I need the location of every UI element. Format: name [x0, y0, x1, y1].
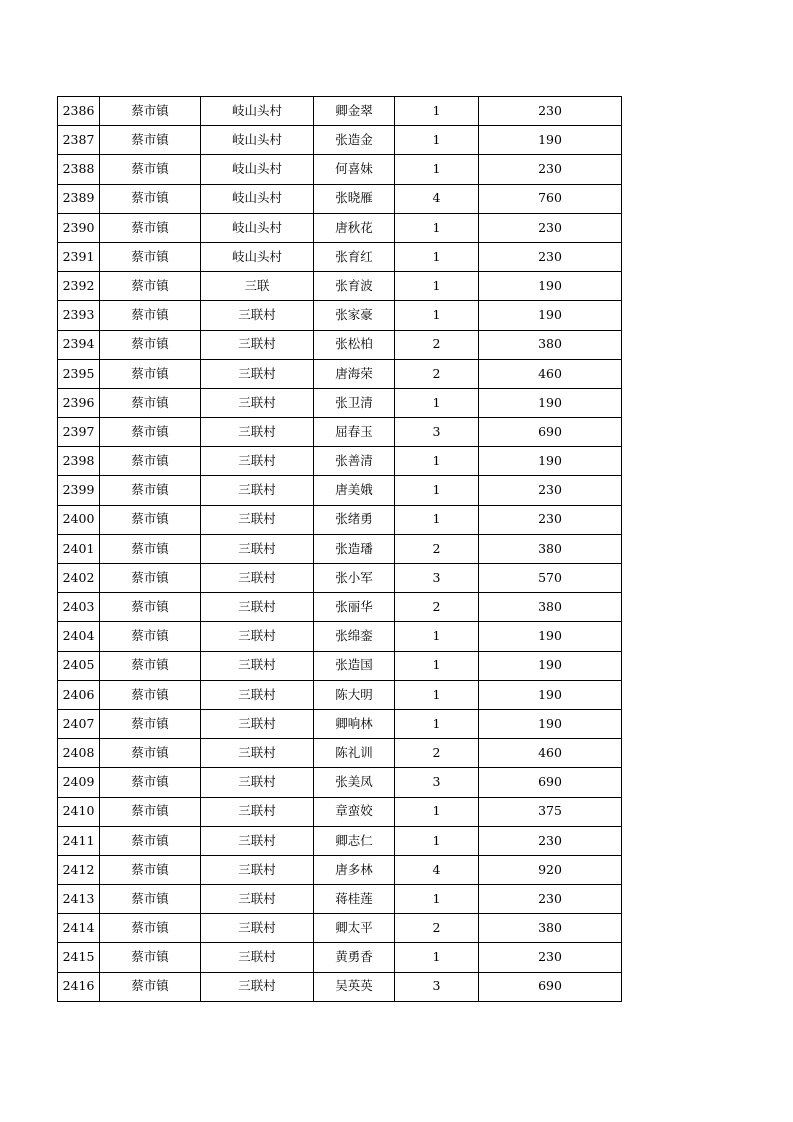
row-number-cell: 2401	[58, 534, 100, 563]
row-number-cell: 2395	[58, 359, 100, 388]
town-cell: 蔡市镇	[100, 534, 201, 563]
roster-body	[58, 97, 622, 1002]
row-number-cell: 2414	[58, 914, 100, 943]
amount-cell: 380	[479, 593, 622, 622]
name-cell: 张美凤	[314, 768, 395, 797]
household-count-cell: 3	[395, 564, 479, 593]
name-cell: 章蛮姣	[314, 797, 395, 826]
table-row	[58, 330, 622, 359]
village-cell: 岐山头村	[201, 242, 314, 271]
name-cell: 卿志仁	[314, 826, 395, 855]
village-cell: 三联村	[201, 680, 314, 709]
town-cell: 蔡市镇	[100, 242, 201, 271]
village-cell: 三联村	[201, 855, 314, 884]
amount-cell: 230	[479, 505, 622, 534]
amount-cell: 460	[479, 359, 622, 388]
town-cell: 蔡市镇	[100, 885, 201, 914]
household-count-cell: 1	[395, 505, 479, 534]
table-row	[58, 447, 622, 476]
household-count-cell: 1	[395, 709, 479, 738]
amount-cell: 190	[479, 680, 622, 709]
row-number-cell: 2390	[58, 213, 100, 242]
amount-cell: 230	[479, 476, 622, 505]
village-cell: 三联村	[201, 476, 314, 505]
town-cell: 蔡市镇	[100, 797, 201, 826]
village-cell: 三联村	[201, 301, 314, 330]
town-cell: 蔡市镇	[100, 330, 201, 359]
village-cell: 岐山头村	[201, 184, 314, 213]
town-cell: 蔡市镇	[100, 184, 201, 213]
amount-cell: 690	[479, 418, 622, 447]
table-row	[58, 768, 622, 797]
name-cell: 黄勇香	[314, 943, 395, 972]
amount-cell: 190	[479, 388, 622, 417]
household-count-cell: 1	[395, 476, 479, 505]
village-cell: 三联村	[201, 388, 314, 417]
town-cell: 蔡市镇	[100, 97, 201, 126]
table-row	[58, 213, 622, 242]
household-count-cell: 1	[395, 272, 479, 301]
row-number-cell: 2415	[58, 943, 100, 972]
table-row	[58, 505, 622, 534]
name-cell: 张绵銮	[314, 622, 395, 651]
village-cell: 岐山头村	[201, 126, 314, 155]
name-cell: 卿响林	[314, 709, 395, 738]
table-row	[58, 155, 622, 184]
household-count-cell: 1	[395, 213, 479, 242]
village-cell: 三联村	[201, 593, 314, 622]
row-number-cell: 2394	[58, 330, 100, 359]
row-number-cell: 2408	[58, 739, 100, 768]
table-row	[58, 622, 622, 651]
amount-cell: 690	[479, 768, 622, 797]
village-cell: 三联村	[201, 418, 314, 447]
town-cell: 蔡市镇	[100, 914, 201, 943]
amount-cell: 190	[479, 651, 622, 680]
amount-cell: 690	[479, 972, 622, 1001]
name-cell: 张造金	[314, 126, 395, 155]
amount-cell: 190	[479, 126, 622, 155]
household-count-cell: 1	[395, 797, 479, 826]
row-number-cell: 2387	[58, 126, 100, 155]
household-count-cell: 4	[395, 184, 479, 213]
table-row	[58, 914, 622, 943]
amount-cell: 380	[479, 914, 622, 943]
table-row	[58, 418, 622, 447]
village-cell: 三联	[201, 272, 314, 301]
row-number-cell: 2406	[58, 680, 100, 709]
row-number-cell: 2402	[58, 564, 100, 593]
village-cell: 岐山头村	[201, 155, 314, 184]
town-cell: 蔡市镇	[100, 972, 201, 1001]
household-count-cell: 2	[395, 739, 479, 768]
town-cell: 蔡市镇	[100, 418, 201, 447]
household-count-cell: 1	[395, 885, 479, 914]
town-cell: 蔡市镇	[100, 855, 201, 884]
row-number-cell: 2411	[58, 826, 100, 855]
household-count-cell: 2	[395, 593, 479, 622]
name-cell: 张丽华	[314, 593, 395, 622]
household-count-cell: 1	[395, 943, 479, 972]
amount-cell: 375	[479, 797, 622, 826]
table-row	[58, 388, 622, 417]
amount-cell: 230	[479, 943, 622, 972]
name-cell: 卿太平	[314, 914, 395, 943]
name-cell: 张育红	[314, 242, 395, 271]
row-number-cell: 2407	[58, 709, 100, 738]
town-cell: 蔡市镇	[100, 505, 201, 534]
household-count-cell: 1	[395, 126, 479, 155]
household-count-cell: 1	[395, 242, 479, 271]
name-cell: 卿金翠	[314, 97, 395, 126]
amount-cell: 190	[479, 447, 622, 476]
row-number-cell: 2398	[58, 447, 100, 476]
household-count-cell: 2	[395, 330, 479, 359]
table-row	[58, 972, 622, 1001]
village-cell: 三联村	[201, 505, 314, 534]
village-cell: 三联村	[201, 534, 314, 563]
village-cell: 三联村	[201, 885, 314, 914]
household-count-cell: 1	[395, 155, 479, 184]
row-number-cell: 2413	[58, 885, 100, 914]
amount-cell: 380	[479, 330, 622, 359]
row-number-cell: 2403	[58, 593, 100, 622]
village-cell: 三联村	[201, 622, 314, 651]
household-count-cell: 1	[395, 651, 479, 680]
amount-cell: 230	[479, 155, 622, 184]
town-cell: 蔡市镇	[100, 709, 201, 738]
amount-cell: 230	[479, 213, 622, 242]
amount-cell: 230	[479, 885, 622, 914]
household-count-cell: 1	[395, 388, 479, 417]
name-cell: 吴英英	[314, 972, 395, 1001]
village-cell: 三联村	[201, 768, 314, 797]
row-number-cell: 2416	[58, 972, 100, 1001]
name-cell: 张造璠	[314, 534, 395, 563]
village-cell: 三联村	[201, 564, 314, 593]
town-cell: 蔡市镇	[100, 768, 201, 797]
row-number-cell: 2386	[58, 97, 100, 126]
town-cell: 蔡市镇	[100, 739, 201, 768]
household-count-cell: 1	[395, 301, 479, 330]
name-cell: 唐海荣	[314, 359, 395, 388]
row-number-cell: 2400	[58, 505, 100, 534]
town-cell: 蔡市镇	[100, 680, 201, 709]
amount-cell: 190	[479, 272, 622, 301]
table-row	[58, 709, 622, 738]
town-cell: 蔡市镇	[100, 651, 201, 680]
town-cell: 蔡市镇	[100, 213, 201, 242]
town-cell: 蔡市镇	[100, 301, 201, 330]
table-row	[58, 97, 622, 126]
name-cell: 张家豪	[314, 301, 395, 330]
name-cell: 张育波	[314, 272, 395, 301]
town-cell: 蔡市镇	[100, 943, 201, 972]
name-cell: 唐美娥	[314, 476, 395, 505]
household-count-cell: 1	[395, 447, 479, 476]
row-number-cell: 2405	[58, 651, 100, 680]
village-cell: 三联村	[201, 739, 314, 768]
table-row	[58, 680, 622, 709]
row-number-cell: 2410	[58, 797, 100, 826]
amount-cell: 920	[479, 855, 622, 884]
name-cell: 张善清	[314, 447, 395, 476]
name-cell: 何喜妹	[314, 155, 395, 184]
village-cell: 三联村	[201, 359, 314, 388]
relief-roster-table	[57, 96, 622, 1002]
town-cell: 蔡市镇	[100, 126, 201, 155]
amount-cell: 230	[479, 242, 622, 271]
table-row	[58, 476, 622, 505]
town-cell: 蔡市镇	[100, 593, 201, 622]
name-cell: 陈礼训	[314, 739, 395, 768]
row-number-cell: 2409	[58, 768, 100, 797]
village-cell: 三联村	[201, 826, 314, 855]
table-row	[58, 593, 622, 622]
amount-cell: 570	[479, 564, 622, 593]
village-cell: 三联村	[201, 972, 314, 1001]
name-cell: 张造国	[314, 651, 395, 680]
town-cell: 蔡市镇	[100, 476, 201, 505]
household-count-cell: 1	[395, 97, 479, 126]
household-count-cell: 1	[395, 680, 479, 709]
town-cell: 蔡市镇	[100, 826, 201, 855]
town-cell: 蔡市镇	[100, 359, 201, 388]
row-number-cell: 2396	[58, 388, 100, 417]
household-count-cell: 2	[395, 359, 479, 388]
village-cell: 岐山头村	[201, 97, 314, 126]
household-count-cell: 3	[395, 768, 479, 797]
amount-cell: 190	[479, 709, 622, 738]
table-row	[58, 855, 622, 884]
name-cell: 张晓雁	[314, 184, 395, 213]
town-cell: 蔡市镇	[100, 447, 201, 476]
name-cell: 张松柏	[314, 330, 395, 359]
table-row	[58, 651, 622, 680]
row-number-cell: 2404	[58, 622, 100, 651]
row-number-cell: 2392	[58, 272, 100, 301]
town-cell: 蔡市镇	[100, 388, 201, 417]
amount-cell: 190	[479, 301, 622, 330]
table-row	[58, 797, 622, 826]
table-row	[58, 272, 622, 301]
household-count-cell: 1	[395, 826, 479, 855]
name-cell: 屈春玉	[314, 418, 395, 447]
amount-cell: 230	[479, 97, 622, 126]
village-cell: 三联村	[201, 330, 314, 359]
village-cell: 三联村	[201, 914, 314, 943]
table-row	[58, 126, 622, 155]
name-cell: 唐多林	[314, 855, 395, 884]
name-cell: 陈大明	[314, 680, 395, 709]
row-number-cell: 2393	[58, 301, 100, 330]
row-number-cell: 2412	[58, 855, 100, 884]
household-count-cell: 2	[395, 914, 479, 943]
amount-cell: 190	[479, 622, 622, 651]
table-row	[58, 534, 622, 563]
household-count-cell: 2	[395, 534, 479, 563]
table-row	[58, 242, 622, 271]
amount-cell: 760	[479, 184, 622, 213]
amount-cell: 380	[479, 534, 622, 563]
village-cell: 三联村	[201, 651, 314, 680]
table-row	[58, 184, 622, 213]
household-count-cell: 1	[395, 622, 479, 651]
table-row	[58, 943, 622, 972]
village-cell: 三联村	[201, 709, 314, 738]
name-cell: 张小军	[314, 564, 395, 593]
village-cell: 岐山头村	[201, 213, 314, 242]
amount-cell: 230	[479, 826, 622, 855]
row-number-cell: 2397	[58, 418, 100, 447]
village-cell: 三联村	[201, 797, 314, 826]
name-cell: 蒋桂莲	[314, 885, 395, 914]
row-number-cell: 2391	[58, 242, 100, 271]
village-cell: 三联村	[201, 447, 314, 476]
row-number-cell: 2399	[58, 476, 100, 505]
row-number-cell: 2389	[58, 184, 100, 213]
name-cell: 张绪勇	[314, 505, 395, 534]
household-count-cell: 4	[395, 855, 479, 884]
village-cell: 三联村	[201, 943, 314, 972]
row-number-cell: 2388	[58, 155, 100, 184]
town-cell: 蔡市镇	[100, 564, 201, 593]
household-count-cell: 3	[395, 418, 479, 447]
household-count-cell: 3	[395, 972, 479, 1001]
table-row	[58, 564, 622, 593]
amount-cell: 460	[479, 739, 622, 768]
table-row	[58, 885, 622, 914]
table-row	[58, 301, 622, 330]
town-cell: 蔡市镇	[100, 622, 201, 651]
town-cell: 蔡市镇	[100, 155, 201, 184]
table-row	[58, 359, 622, 388]
name-cell: 唐秋花	[314, 213, 395, 242]
name-cell: 张卫清	[314, 388, 395, 417]
table-row	[58, 826, 622, 855]
table-row	[58, 739, 622, 768]
town-cell: 蔡市镇	[100, 272, 201, 301]
